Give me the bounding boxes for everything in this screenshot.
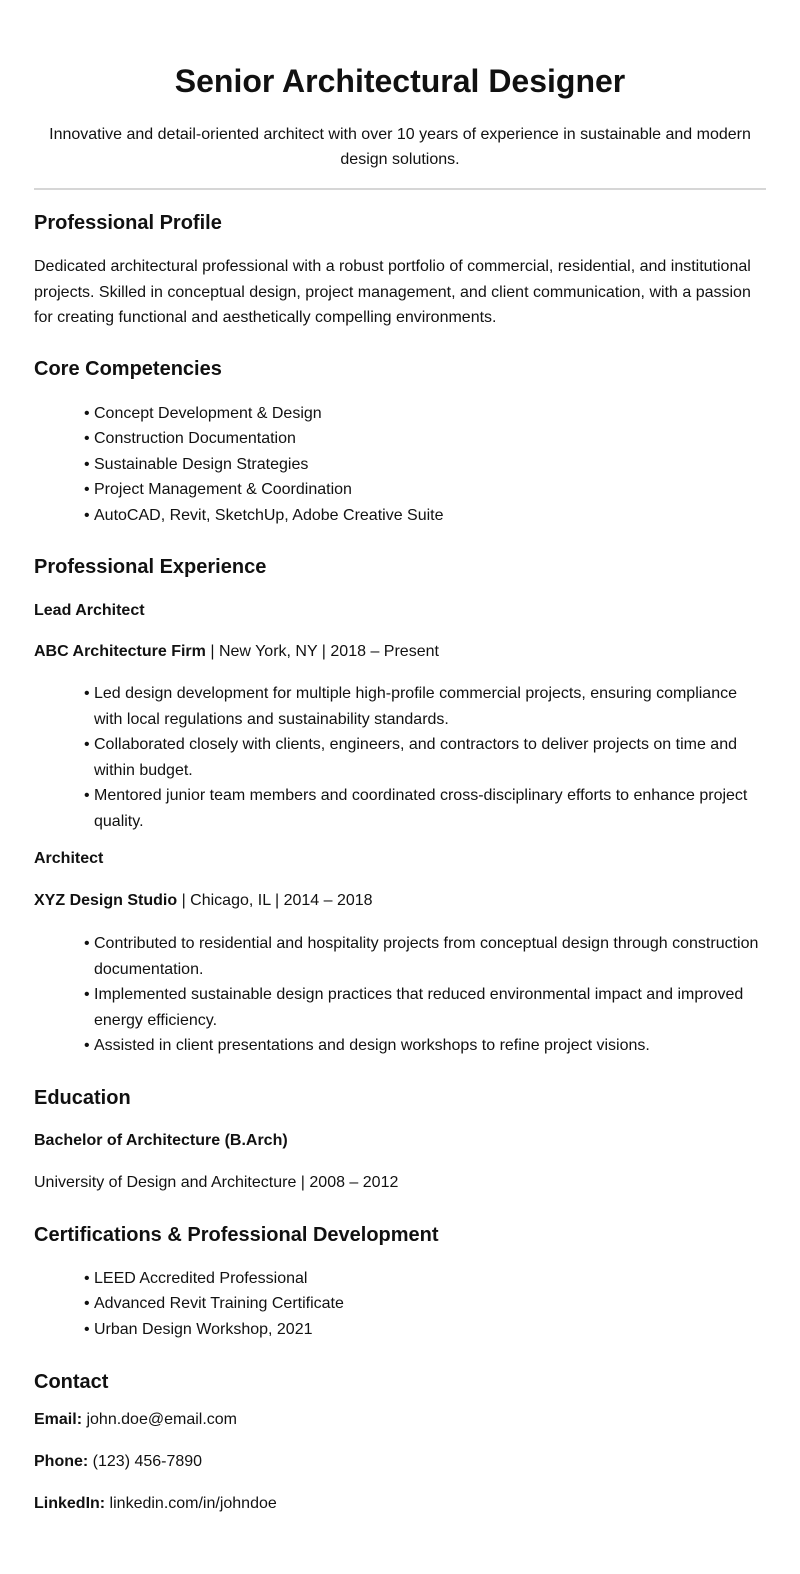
job-details: | Chicago, IL | 2014 – 2018	[177, 892, 373, 909]
section-heading-profile: Professional Profile	[34, 212, 222, 234]
linkedin-label: LinkedIn:	[34, 1495, 106, 1512]
tagline: Innovative and detail-oriented architect with over 10 years of experience in sustainable and modern design solutions.	[49, 126, 751, 168]
email-label: Email:	[34, 1411, 83, 1428]
degree-title: Bachelor of Architecture (B.Arch)	[34, 1131, 288, 1149]
list-item: • AutoCAD, Revit, SketchUp, Adobe Creative Suite	[84, 503, 766, 529]
email-value[interactable]: john.doe@email.com	[82, 1411, 237, 1428]
divider	[34, 188, 766, 190]
phone-value: (123) 456-7890	[88, 1453, 203, 1470]
contact-linkedin	[34, 1494, 766, 1514]
section-heading-competencies: Core Competencies	[34, 357, 222, 380]
list-item: • Construction Documentation	[84, 426, 766, 452]
school-line: University of Design and Architecture | 2008 – 2012	[34, 1173, 399, 1191]
list-item: • Mentored junior team members and coordinated cross-disciplinary efforts to enhance project quality.	[84, 783, 766, 834]
section-heading-education: Education	[34, 1086, 131, 1109]
section-heading-experience: Professional Experience	[34, 556, 267, 578]
list-item: • Implemented sustainable design practices that reduced environmental impact and improved energy efficiency.	[84, 982, 766, 1033]
job-details: | New York, NY | 2018 – Present	[205, 643, 439, 660]
company-name: XYZ Design Studio	[34, 892, 178, 909]
job-title: Architect	[34, 850, 104, 867]
list-item: • Sustainable Design Strategies	[84, 452, 766, 478]
list-item: • Advanced Revit Training Certificate	[84, 1291, 766, 1317]
job-bullets	[34, 681, 766, 834]
job-bullets	[34, 931, 766, 1059]
list-item: • Assisted in client presentations and design workshops to refine project visions.	[84, 1033, 766, 1059]
competencies-list	[34, 401, 766, 529]
linkedin-value[interactable]: linkedin.com/in/johndoe	[105, 1495, 277, 1512]
list-item: • Project Management & Coordination	[84, 477, 766, 503]
section-heading-contact: Contact	[34, 1371, 109, 1393]
list-item: • Contributed to residential and hospitality projects from conceptual design through construction documentation.	[84, 931, 766, 982]
job-company-line	[34, 891, 766, 911]
contact-email	[34, 1410, 766, 1430]
certifications-list	[34, 1266, 766, 1343]
list-item: • Concept Development & Design	[84, 401, 766, 427]
job-company-line	[34, 642, 766, 662]
phone-label: Phone:	[34, 1453, 89, 1470]
list-item: • Led design development for multiple high-profile commercial projects, ensuring compliance with local regulations and sustainability standards.	[84, 681, 766, 732]
profile-text: Dedicated architectural professional with a robust portfolio of commercial, residential, and institutional projects. Skilled in conceptual design, project management, and client communication, with a passion for creating functional and aesthetically compelling environments.	[34, 258, 751, 326]
company-name: ABC Architecture Firm	[34, 643, 206, 660]
list-item: • LEED Accredited Professional	[84, 1266, 766, 1292]
section-heading-certifications: Certifications & Professional Development	[34, 1223, 439, 1246]
contact-phone	[34, 1452, 766, 1472]
list-item: • Collaborated closely with clients, engineers, and contractors to deliver projects on time and within budget.	[84, 732, 766, 783]
list-item: • Urban Design Workshop, 2021	[84, 1317, 766, 1343]
job-title: Lead Architect	[34, 602, 145, 619]
page-title: Senior Architectural Designer	[174, 63, 626, 99]
